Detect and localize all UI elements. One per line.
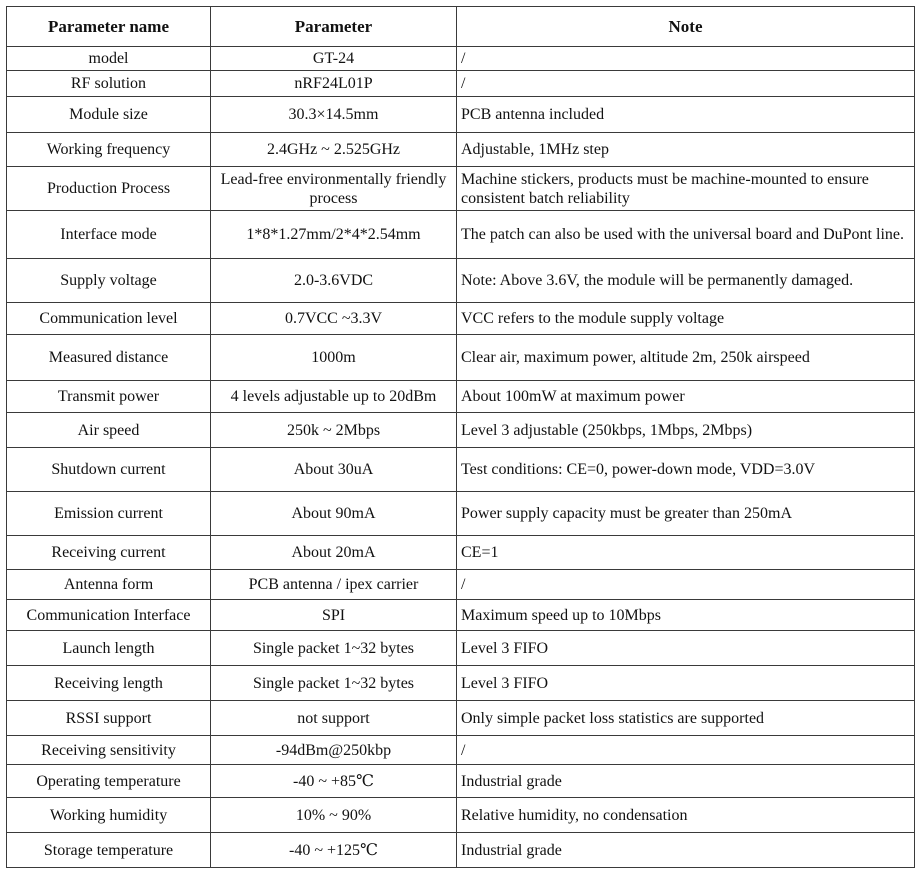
table-row — [7, 71, 915, 97]
table-row — [7, 536, 915, 570]
parameter-name-cell: Receiving length — [7, 666, 211, 701]
table-row — [7, 259, 915, 303]
table-row — [7, 492, 915, 536]
note-cell: Only simple packet loss statistics are supported — [457, 701, 915, 736]
parameter-name-cell: Working frequency — [7, 133, 211, 167]
note-cell: Level 3 FIFO — [457, 666, 915, 701]
note-cell: About 100mW at maximum power — [457, 381, 915, 413]
note-cell: Industrial grade — [457, 765, 915, 798]
table-row — [7, 701, 915, 736]
parameter-value-cell: 4 levels adjustable up to 20dBm — [211, 381, 457, 413]
note-cell: Maximum speed up to 10Mbps — [457, 600, 915, 631]
parameter-value-cell: 2.0-3.6VDC — [211, 259, 457, 303]
parameter-name-cell: Module size — [7, 97, 211, 133]
note-cell: Relative humidity, no condensation — [457, 798, 915, 833]
parameter-value-cell: 10% ~ 90% — [211, 798, 457, 833]
note-cell: / — [457, 570, 915, 600]
parameter-name-cell: Emission current — [7, 492, 211, 536]
parameter-value-cell: 0.7VCC ~3.3V — [211, 303, 457, 335]
parameter-name-cell: Receiving current — [7, 536, 211, 570]
parameter-name-cell: Working humidity — [7, 798, 211, 833]
parameter-value-cell: Lead-free environmentally friendly process — [211, 167, 457, 211]
table-row — [7, 303, 915, 335]
parameter-name-cell: Communication Interface — [7, 600, 211, 631]
note-cell: / — [457, 47, 915, 71]
table-row — [7, 631, 915, 666]
table-row — [7, 413, 915, 448]
parameter-name-cell: Supply voltage — [7, 259, 211, 303]
parameter-value-cell: 30.3×14.5mm — [211, 97, 457, 133]
table-body — [7, 47, 915, 868]
parameter-value-cell: About 20mA — [211, 536, 457, 570]
header-parameter: Parameter — [211, 7, 457, 47]
parameter-value-cell: -40 ~ +125℃ — [211, 833, 457, 868]
table-row — [7, 381, 915, 413]
parameter-name-cell: Operating temperature — [7, 765, 211, 798]
note-cell: PCB antenna included — [457, 97, 915, 133]
parameter-value-cell: 1*8*1.27mm/2*4*2.54mm — [211, 211, 457, 259]
parameter-value-cell: 1000m — [211, 335, 457, 381]
note-cell: / — [457, 736, 915, 765]
parameter-name-cell: Launch length — [7, 631, 211, 666]
note-cell: Industrial grade — [457, 833, 915, 868]
parameter-name-cell: Communication level — [7, 303, 211, 335]
note-cell: VCC refers to the module supply voltage — [457, 303, 915, 335]
parameter-name-cell: Shutdown current — [7, 448, 211, 492]
parameter-name-cell: Interface mode — [7, 211, 211, 259]
parameter-name-cell: Transmit power — [7, 381, 211, 413]
table-row — [7, 47, 915, 71]
parameter-name-cell: Antenna form — [7, 570, 211, 600]
parameter-name-cell: Receiving sensitivity — [7, 736, 211, 765]
note-cell: Test conditions: CE=0, power-down mode, VDD=3.0V — [457, 448, 915, 492]
parameter-name-cell: RF solution — [7, 71, 211, 97]
parameter-value-cell: SPI — [211, 600, 457, 631]
table-row — [7, 600, 915, 631]
parameter-value-cell: Single packet 1~32 bytes — [211, 631, 457, 666]
table-row — [7, 666, 915, 701]
table-row — [7, 736, 915, 765]
header-row — [7, 7, 915, 47]
parameter-name-cell: model — [7, 47, 211, 71]
parameter-value-cell: nRF24L01P — [211, 71, 457, 97]
parameter-value-cell: 2.4GHz ~ 2.525GHz — [211, 133, 457, 167]
parameter-name-cell: Air speed — [7, 413, 211, 448]
spec-table — [6, 6, 915, 868]
parameter-value-cell: About 30uA — [211, 448, 457, 492]
header-parameter-name: Parameter name — [7, 7, 211, 47]
table-row — [7, 448, 915, 492]
note-cell: Clear air, maximum power, altitude 2m, 250k airspeed — [457, 335, 915, 381]
table-row — [7, 133, 915, 167]
table-row — [7, 335, 915, 381]
note-cell: Level 3 adjustable (250kbps, 1Mbps, 2Mbps) — [457, 413, 915, 448]
table-row — [7, 833, 915, 868]
note-cell: / — [457, 71, 915, 97]
note-cell: Power supply capacity must be greater than 250mA — [457, 492, 915, 536]
note-cell: Adjustable, 1MHz step — [457, 133, 915, 167]
parameter-name-cell: Production Process — [7, 167, 211, 211]
parameter-value-cell: -94dBm@250kbp — [211, 736, 457, 765]
parameter-name-cell: Measured distance — [7, 335, 211, 381]
note-cell: The patch can also be used with the universal board and DuPont line. — [457, 211, 915, 259]
header-note: Note — [457, 7, 915, 47]
parameter-value-cell: -40 ~ +85℃ — [211, 765, 457, 798]
parameter-value-cell: 250k ~ 2Mbps — [211, 413, 457, 448]
table-row — [7, 765, 915, 798]
table-row — [7, 211, 915, 259]
table-row — [7, 570, 915, 600]
parameter-name-cell: RSSI support — [7, 701, 211, 736]
parameter-value-cell: GT-24 — [211, 47, 457, 71]
note-cell: Level 3 FIFO — [457, 631, 915, 666]
parameter-value-cell: Single packet 1~32 bytes — [211, 666, 457, 701]
table-row — [7, 97, 915, 133]
parameter-value-cell: PCB antenna / ipex carrier — [211, 570, 457, 600]
note-cell: Machine stickers, products must be machine-mounted to ensure consistent batch reliability — [457, 167, 915, 211]
parameter-value-cell: About 90mA — [211, 492, 457, 536]
table-row — [7, 167, 915, 211]
note-cell: CE=1 — [457, 536, 915, 570]
note-cell: Note: Above 3.6V, the module will be permanently damaged. — [457, 259, 915, 303]
parameter-name-cell: Storage temperature — [7, 833, 211, 868]
parameter-value-cell: not support — [211, 701, 457, 736]
table-row — [7, 798, 915, 833]
